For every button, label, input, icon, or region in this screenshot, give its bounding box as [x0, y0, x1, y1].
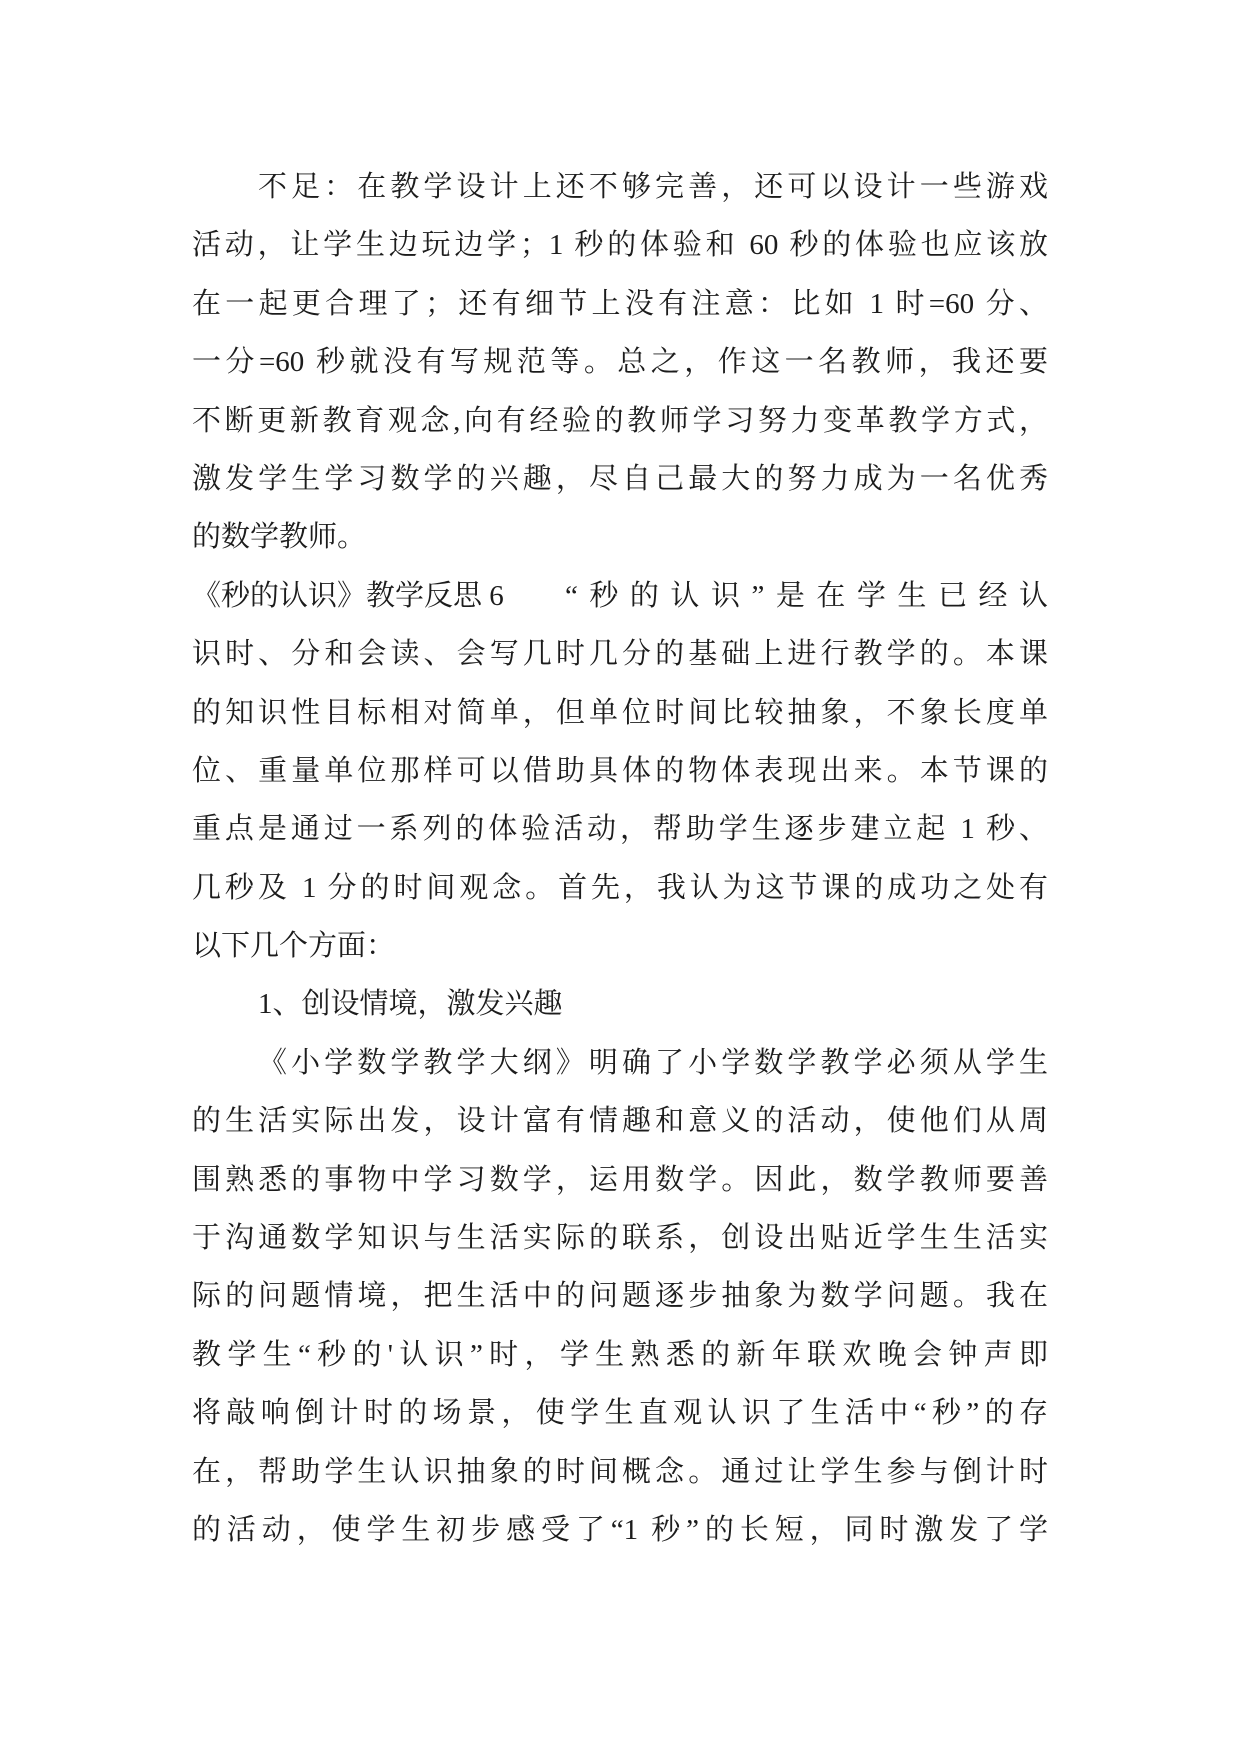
text-line: 识时、分和会读、会写几时几分的基础上进行教学的。本课 [192, 638, 1048, 671]
text-line: 以下几个方面： [192, 930, 396, 963]
text-line: 的知识性目标相对简单，但单位时间比较抽象，不象长度单 [192, 696, 1048, 729]
text-line: “秒的认识”是在学生已经认 [565, 579, 1048, 612]
text-line: 不足：在教学设计上还不够完善，还可以设计一些游戏 [258, 171, 1048, 203]
text-line: 在，帮助学生认识抽象的时间概念。通过让学生参与倒计时 [192, 1455, 1048, 1488]
text-line: 几秒及 1 分的时间观念。首先，我认为这节课的成功之处有 [192, 871, 1048, 904]
text-line: 将敲响倒计时的场景，使学生直观认识了生活中“秒”的存 [192, 1397, 1048, 1430]
section-title-line [192, 567, 1048, 625]
text-line: 位、重量单位那样可以借助具体的物体表现出来。本节课的 [192, 754, 1048, 787]
text-line: 在一起更合理了；还有细节上没有注意：比如 1 时=60 分、 [192, 287, 1048, 320]
text-line: 教学生“秒的'认识”时，学生熟悉的新年联欢晚会钟声即 [192, 1338, 1048, 1371]
text-line: 际的问题情境，把生活中的问题逐步抽象为数学问题。我在 [192, 1280, 1048, 1313]
text-line: 的生活实际出发，设计富有情趣和意义的活动，使他们从周 [192, 1105, 1048, 1138]
text-line: 围熟悉的事物中学习数学，运用数学。因此，数学教师要善 [192, 1163, 1048, 1196]
text-line: 的活动，使学生初步感受了“1 秒”的长短，同时激发了学 [192, 1513, 1048, 1546]
text-line: 活动，让学生边玩边学；1 秒的体验和 60 秒的体验也应该放 [192, 229, 1048, 262]
text-line: 的数学教师。 [192, 521, 367, 554]
text-line: 激发学生学习数学的兴趣，尽自己最大的努力成为一名优秀 [192, 462, 1048, 495]
text-line: 于沟通数学知识与生活实际的联系，创设出贴近学生生活实 [192, 1222, 1048, 1255]
section-title: 《秒的认识》教学反思 6 [192, 579, 504, 612]
text-line: 一分=60 秒就没有写规范等。总之，作这一名教师，我还要 [192, 346, 1048, 379]
text-line: 《小学数学教学大纲》明确了小学数学教学必须从学生 [258, 1046, 1048, 1079]
text-line: 不断更新教育观念,向有经验的教师学习努力变革教学方式， [192, 404, 1048, 437]
text-line: 重点是通过一系列的体验活动，帮助学生逐步建立起 1 秒、 [192, 813, 1048, 846]
body-text [192, 158, 1048, 1559]
subheading: 1、创设情境，激发兴趣 [258, 988, 563, 1021]
